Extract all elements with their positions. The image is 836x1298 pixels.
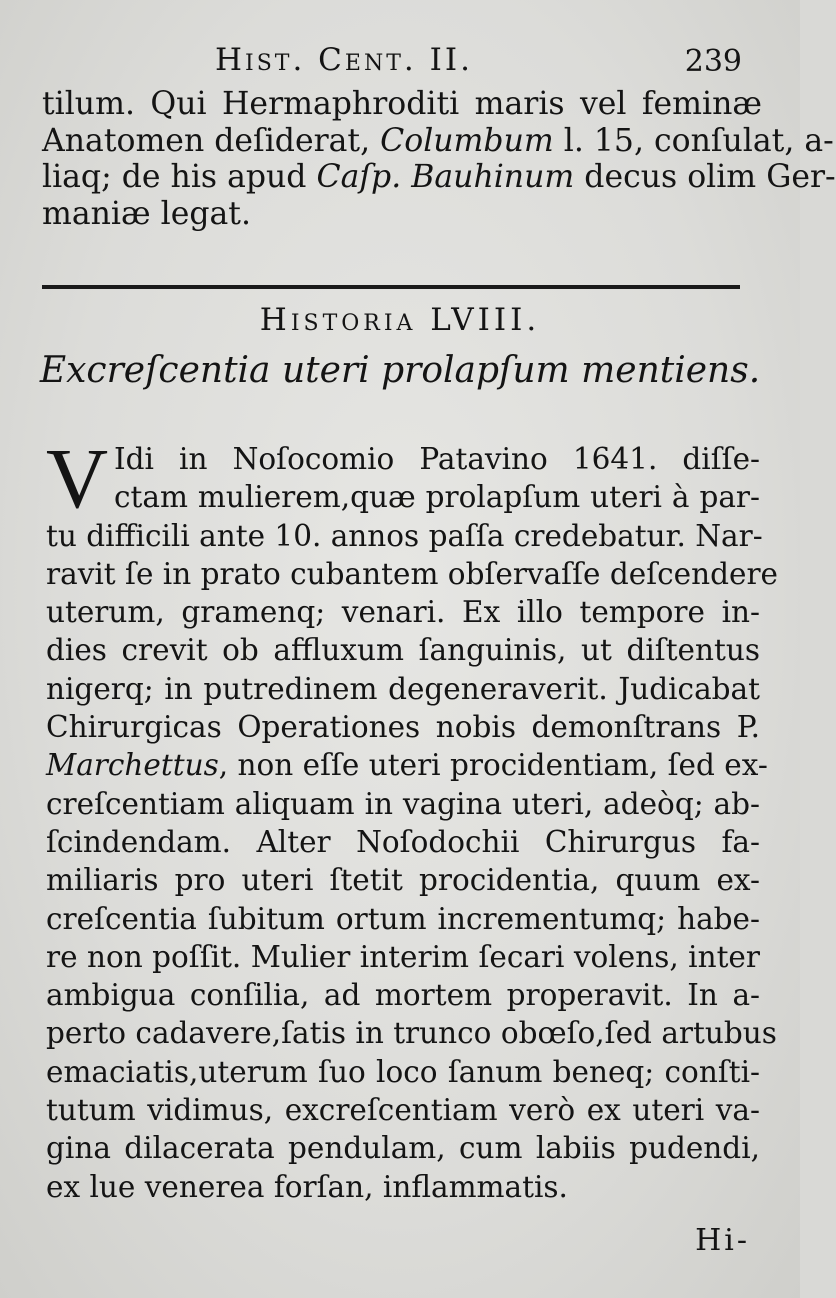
carry-line: tilum. Qui Hermaphroditi maris vel feminæ [42,86,762,122]
author-name: Caſp. Bauhinum [316,159,575,195]
body-line: dies crevit ob affluxum ſanguinis, ut diſtentus [46,633,760,668]
running-head [0,42,800,92]
author-name: Columbum [380,122,554,159]
body-line: re non poſſit. Mulier interim ſecari volens, inter [46,939,760,974]
body-line: ſcindendam. Alter Noſodochii Chirurgus fa- [46,824,760,859]
running-title: Hist. Cent. II. [215,42,473,78]
body-line: nigerq; in putredinem degeneraverit. Judicabat [46,671,760,706]
drop-cap: V [46,430,109,526]
carry-line: maniæ legat. [42,195,251,232]
section-rule [42,285,740,289]
body-line: ex lue venerea forſan, inflammatis. [46,1169,568,1204]
body-line: ctam mulierem,quæ prolapſum uteri à par- [114,480,760,515]
body-line: creſcentiam aliquam in vagina uteri, adeòq; ab- [46,786,760,821]
body-line: creſcentia ſubitum ortum incrementumq; habe- [46,901,760,936]
body-line: perto cadavere,ſatis in trunco obœſo,ſed artubus [46,1016,777,1051]
body-line: ambigua conſilia, ad mortem properavit. In a- [46,978,760,1013]
carry-over-paragraph [42,86,836,232]
body-line: tu difficili ante 10. annos paſſa credebatur. Nar- [46,518,763,553]
body-line: miliaris pro uteri ſtetit procidentia, quum ex- [46,863,760,898]
body-line: Marchettus, non eſſe uteri procidentiam, ſed ex- [46,748,768,783]
body-line: tutum vidimus, excreſcentiam verò ex uteri va- [46,1093,760,1128]
carry-line: Anatomen deſiderat, Columbum l. 15, conſulat, a- [42,122,834,159]
body-line: emaciatis,uterum ſuo loco ſanum beneq; conſti- [46,1054,760,1089]
carry-line: liaq; de his apud Caſp. Bauhinum decus olim Ger- [42,159,836,195]
author-name: Marchettus [46,748,219,783]
section-heading: Historia LVIII. [259,302,541,338]
catchword: Hi- [695,1223,750,1258]
body-line: Idi in Noſocomio Patavino 1641. diſſe- [114,442,760,476]
body-line: uterum, gramenq; venari. Ex illo tempore in- [46,595,760,630]
body-text [46,430,778,1206]
body-line: ravit ſe in prato cubantem obſervaſſe deſcendere [46,556,778,591]
page-number: 239 [684,44,742,79]
body-line: gina dilacerata pendulam, cum labiis pudendi, [46,1131,760,1166]
section-subtitle: Excreſcentia uteri prolapſum mentiens. [39,350,761,391]
body-line: Chirurgicas Operationes nobis demonſtrans P. [46,710,760,745]
